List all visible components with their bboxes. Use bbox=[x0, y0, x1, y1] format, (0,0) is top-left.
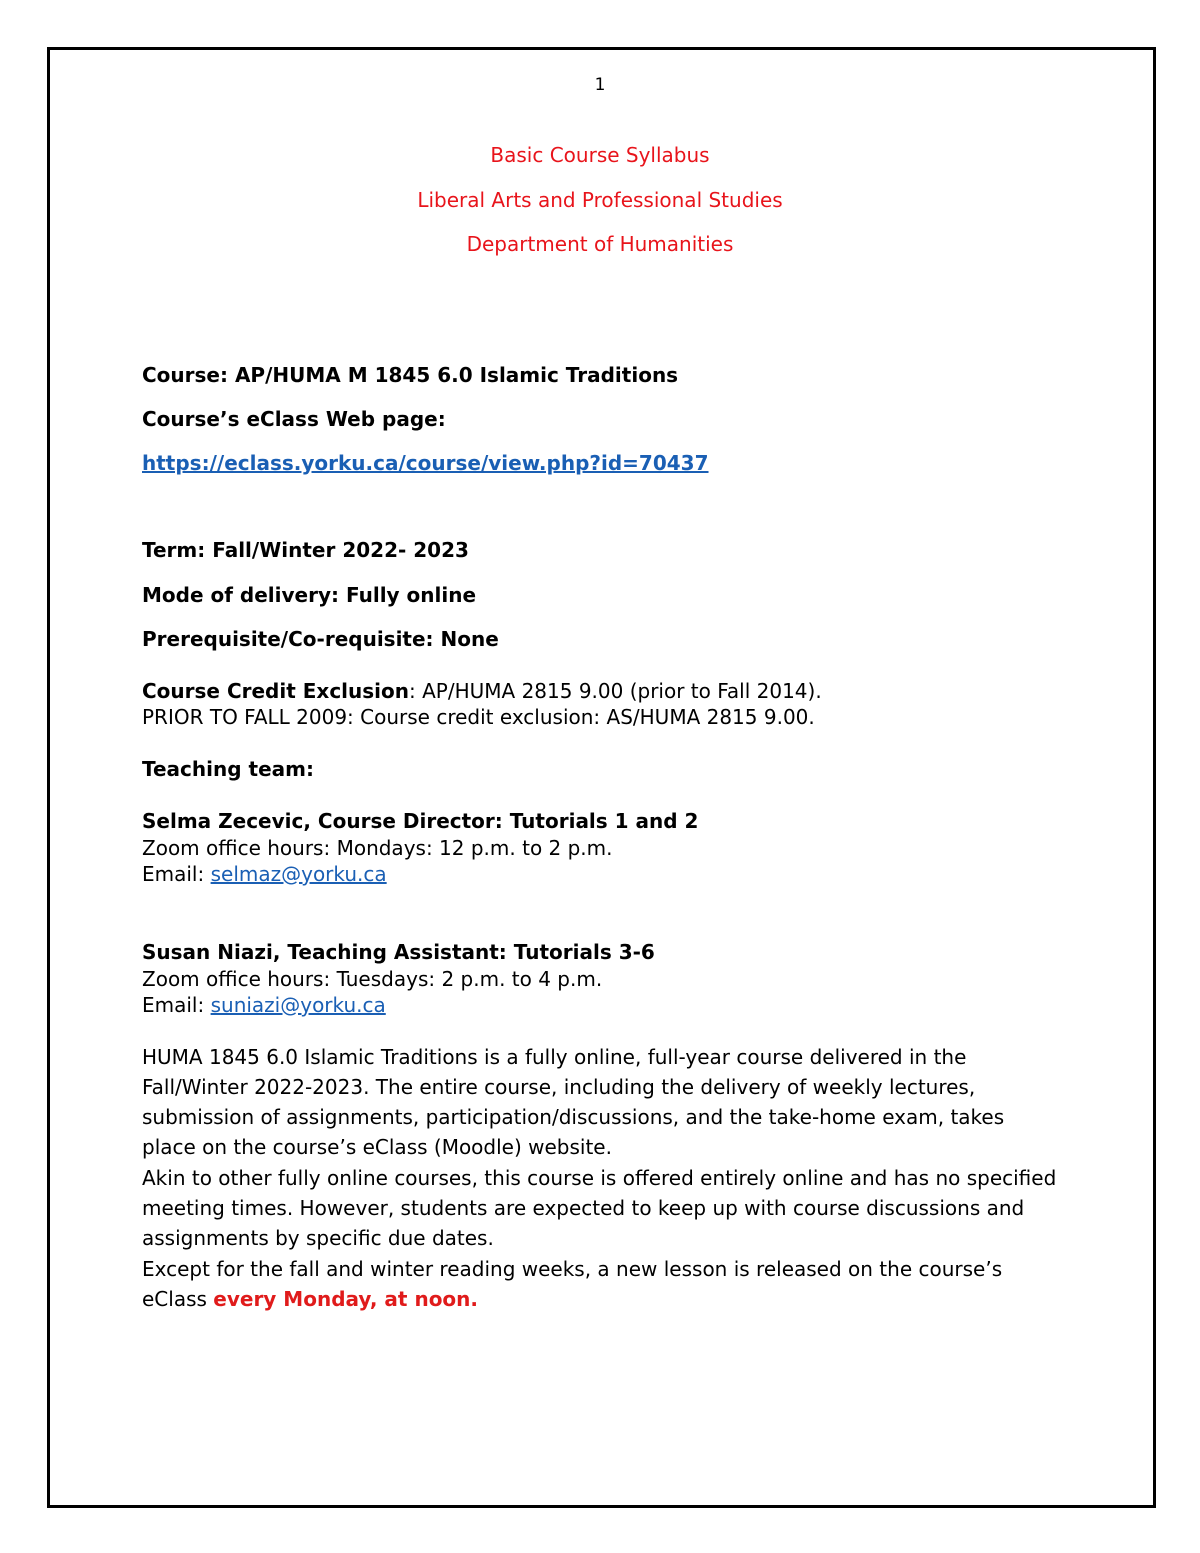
release-time-emphasis: every Monday, at noon. bbox=[213, 1287, 479, 1311]
syllabus-title: Basic Course Syllabus bbox=[490, 143, 710, 167]
director-email-link[interactable]: selmaz@yorku.ca bbox=[210, 862, 387, 886]
ta-name: Susan Niazi, Teaching Assistant: Tutorials 3-6 bbox=[142, 940, 655, 964]
director-email-label: Email: bbox=[142, 862, 211, 886]
ta-email-line bbox=[142, 992, 386, 1018]
delivery-mode: Mode of delivery: Fully online bbox=[142, 583, 477, 607]
credit-exclusion-label: Course Credit Exclusion bbox=[142, 679, 410, 703]
ta-email-link[interactable]: suniazi@yorku.ca bbox=[210, 993, 386, 1017]
description-paragraph-1: HUMA 1845 6.0 Islamic Traditions is a fully online, full-year course delivered in the Fall/Winter 2022-2023. The entire course, including the delivery of weekly lectures, submission of assignments, participation/discussions, and the take-home exam, takes place on the course’s eClass (Moodle) website. bbox=[142, 1045, 1005, 1159]
director-hours: Zoom office hours: Mondays: 12 p.m. to 2 p.m. bbox=[142, 836, 613, 860]
prior-exclusion: PRIOR TO FALL 2009: Course credit exclusion: AS/HUMA 2815 9.00. bbox=[142, 705, 815, 729]
teaching-team-heading: Teaching team: bbox=[142, 757, 314, 781]
credit-exclusion-text: : AP/HUMA 2815 9.00 (prior to Fall 2014). bbox=[409, 679, 822, 703]
course-line: Course: AP/HUMA M 1845 6.0 Islamic Traditions bbox=[142, 363, 679, 387]
director-name: Selma Zecevic, Course Director: Tutorials 1 and 2 bbox=[142, 809, 699, 833]
description-paragraph-3-text: Except for the fall and winter reading weeks, a new lesson is released on the course’s eClass bbox=[142, 1257, 1003, 1311]
ta-hours: Zoom office hours: Tuesdays: 2 p.m. to 4 p.m. bbox=[142, 967, 603, 991]
ta-email-label: Email: bbox=[142, 993, 211, 1017]
credit-exclusion bbox=[142, 678, 822, 704]
department-title: Department of Humanities bbox=[466, 232, 734, 256]
description-paragraph-3 bbox=[142, 1254, 1062, 1314]
web-page-label: Course’s eClass Web page: bbox=[142, 407, 446, 431]
page-number: 1 bbox=[594, 75, 606, 95]
director-email-line bbox=[142, 861, 387, 887]
faculty-title: Liberal Arts and Professional Studies bbox=[417, 188, 783, 212]
term-line: Term: Fall/Winter 2022- 2023 bbox=[142, 538, 469, 562]
prerequisite-line: Prerequisite/Co-requisite: None bbox=[142, 627, 499, 651]
description-paragraph-2: Akin to other fully online courses, this course is offered entirely online and has no specified meeting times. However, students are expected to keep up with course discussions and assignments by specific due dates. bbox=[142, 1166, 1057, 1250]
course-url-link[interactable]: https://eclass.yorku.ca/course/view.php?id=70437 bbox=[142, 451, 709, 475]
